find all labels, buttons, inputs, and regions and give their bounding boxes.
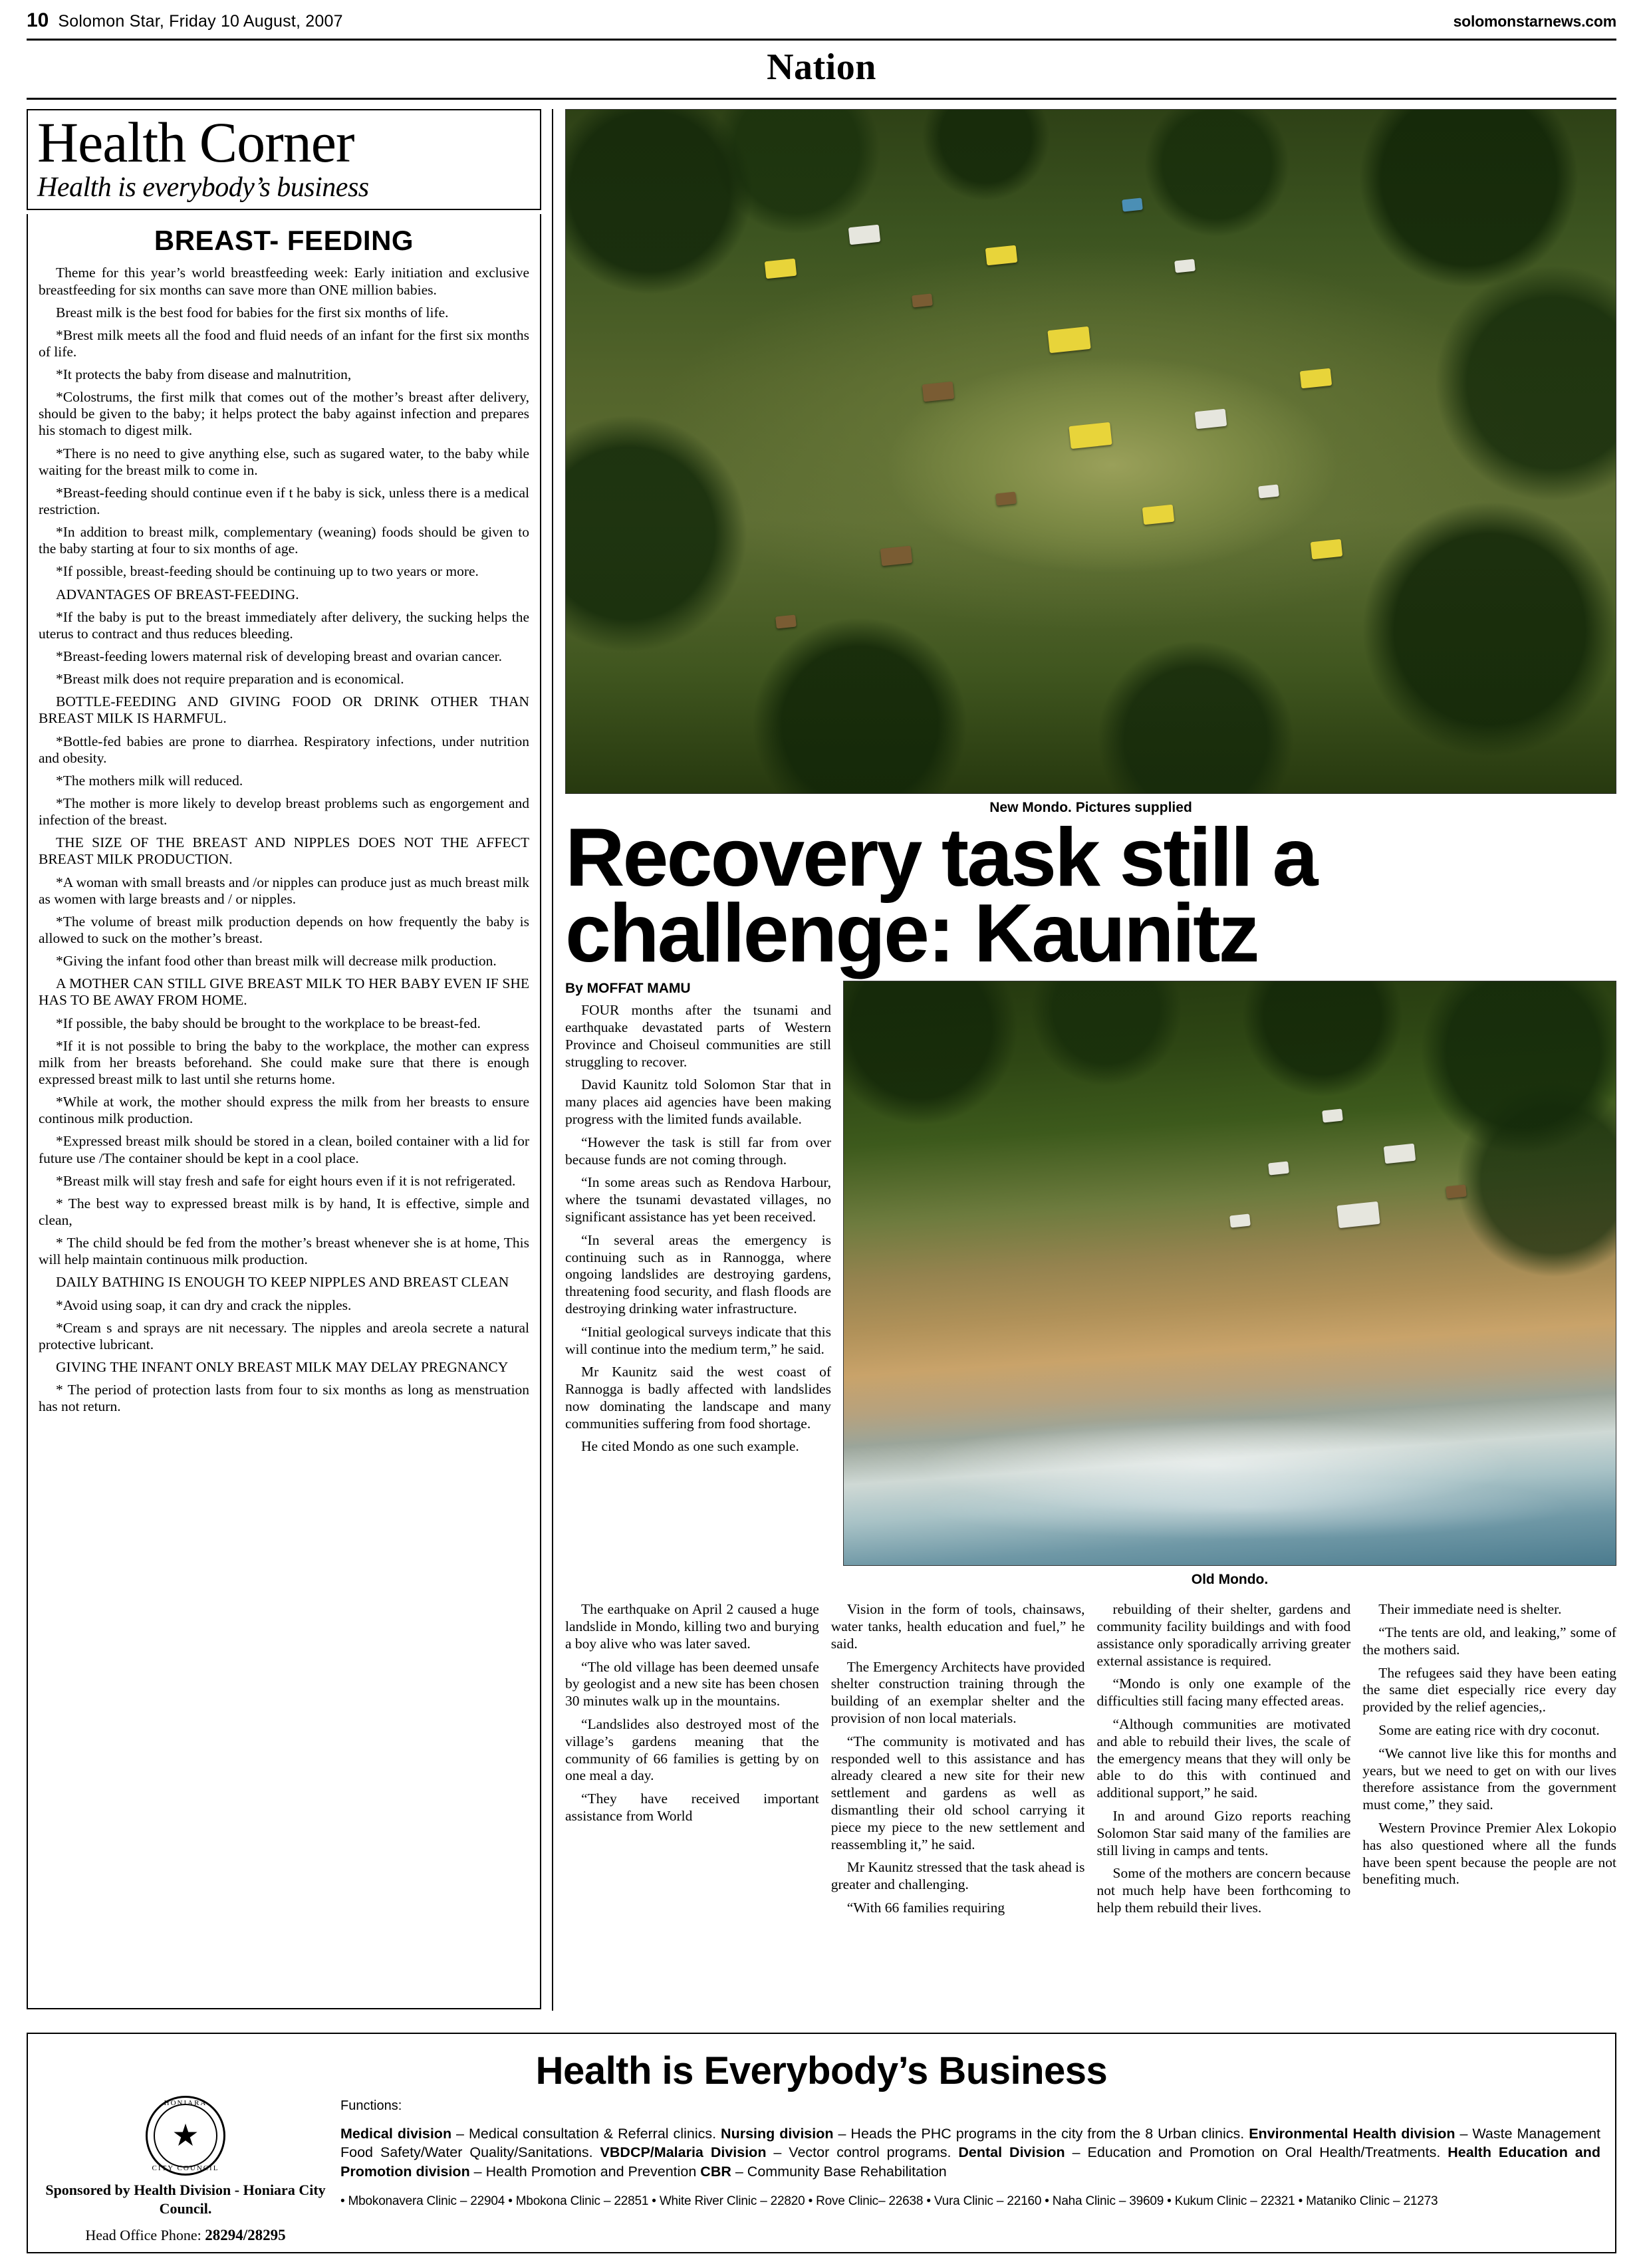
honiara-city-council-seal-icon bbox=[146, 2096, 225, 2176]
advert-division-name: Medical division bbox=[340, 2126, 452, 2142]
health-corner-paragraph: *Breast-feeding should continue even if t he baby is sick, unless there is a medical restriction. bbox=[39, 484, 529, 518]
tent-marker bbox=[775, 614, 797, 628]
health-corner-paragraph: *The mother is more likely to develop breast problems such as engorgement and infection of the breast. bbox=[39, 795, 529, 828]
advert-division-text: – Community Base Rehabilitation bbox=[731, 2163, 947, 2180]
health-corner-paragraph: *In addition to breast milk, complementary (weaning) foods should be given to the baby starting at four to six months of age. bbox=[39, 524, 529, 557]
story-column-1b bbox=[565, 1601, 819, 1923]
seal-inner-ring bbox=[154, 2104, 217, 2168]
advert-division-text: – Medical consultation & Referral clinics. bbox=[451, 2126, 721, 2142]
page-content bbox=[27, 109, 1616, 2011]
publication-line: Solomon Star, Friday 10 August, 2007 bbox=[58, 12, 343, 31]
story-lower-columns bbox=[565, 1601, 1616, 1923]
advert-division-text: – Vector control programs. bbox=[766, 2144, 959, 2161]
story-paragraph: “With 66 families requiring bbox=[846, 1899, 1005, 1916]
seal-bottom-text: CITY COUNCIL bbox=[152, 2164, 219, 2172]
story-paragraph: “The tents are old, and leaking,” some of the mothers said. bbox=[1362, 1624, 1616, 1658]
health-corner-paragraph: *Brest milk meets all the food and fluid needs of an infant for the first six months of life. bbox=[39, 326, 529, 360]
story-paragraph: The earthquake on April 2 caused a huge landslide in Mondo, killing two and burying a boy alive who was later saved. bbox=[565, 1601, 819, 1652]
health-corner-header bbox=[27, 109, 541, 210]
masthead bbox=[20, 0, 1623, 37]
tent-marker bbox=[1268, 1162, 1289, 1176]
advert-division-name: VBDCP/Malaria Division bbox=[600, 2144, 767, 2161]
health-corner-subtitle: Health is everybody’s business bbox=[37, 172, 369, 203]
advert-phone bbox=[43, 2227, 328, 2244]
story-paragraph: “In several areas the emergency is continuing such as in Rannogga, where ongoing landslides are destroying gardens, threatening food security, and flash floods are destroying drinking water infrastructure. bbox=[565, 1231, 831, 1317]
tent-marker bbox=[848, 224, 880, 245]
main-story-column bbox=[552, 109, 1616, 2011]
health-corner-paragraph: *The mothers milk will reduced. bbox=[56, 772, 243, 789]
tent-marker bbox=[996, 491, 1017, 505]
health-corner-paragraph: *The volume of breast milk production depends on how frequently the baby is allowed to suck on the mother’s breast. bbox=[39, 913, 529, 946]
story-column-4 bbox=[1362, 1601, 1616, 1923]
advert-division-text: – Heads the PHC programs in the city from the 8 Urban clinics. bbox=[833, 2126, 1249, 2142]
photo-old-mondo bbox=[843, 981, 1616, 1566]
story-paragraph: “They have received important assistance from World bbox=[565, 1791, 819, 1824]
story-paragraph: “However the task is still far from over because funds are not coming through. bbox=[565, 1134, 831, 1168]
health-corner-paragraph: *Cream s and sprays are nit necessary. The nipples and areola secrete a natural protective lubricant. bbox=[39, 1319, 529, 1352]
health-corner-column bbox=[27, 109, 552, 2011]
section-title: Nation bbox=[767, 47, 876, 88]
health-corner-paragraphs bbox=[39, 265, 529, 1415]
tent-marker bbox=[1195, 409, 1227, 430]
story-column-3 bbox=[1097, 1601, 1351, 1923]
tent-marker bbox=[1300, 368, 1332, 388]
health-corner-paragraph: *While at work, the mother should express the milk from her breasts to ensure continous milk production. bbox=[39, 1094, 529, 1127]
tent-marker bbox=[1311, 539, 1342, 559]
tent-marker bbox=[1383, 1144, 1415, 1164]
health-corner-paragraph: *There is no need to give anything else, such as sugared water, to the baby while waiting for the breast milk to come in. bbox=[39, 445, 529, 478]
health-corner-paragraph: BOTTLE-FEEDING AND GIVING FOOD OR DRINK OTHER THAN BREAST MILK IS HARMFUL. bbox=[39, 693, 529, 727]
coastal-landslide-art bbox=[844, 981, 1616, 1565]
health-corner-paragraph: *If possible, the baby should be brought to the workplace to be breast-fed. bbox=[56, 1015, 481, 1031]
advert-division-name: Health Education and Promotion division bbox=[340, 2144, 1600, 2180]
health-corner-paragraph: *Giving the infant food other than breast milk will decrease milk production. bbox=[56, 953, 497, 969]
tent-marker bbox=[765, 259, 797, 279]
advert-sponsor-text: Sponsored by Health Division - Honiara City Council. bbox=[45, 2182, 326, 2217]
advert-title: Health is Everybody’s Business bbox=[535, 2049, 1108, 2092]
page-number: 10 bbox=[27, 9, 49, 31]
health-corner-paragraph: *It protects the baby from disease and malnutrition, bbox=[56, 366, 352, 383]
tent-marker bbox=[1069, 422, 1112, 449]
story-paragraph: Vision in the form of tools, chainsaws, water tanks, health education and fuel,” he said. bbox=[830, 1601, 1085, 1652]
photo-new-mondo bbox=[565, 109, 1616, 794]
health-corner-paragraph: *If it is not possible to bring the baby to the workplace, the mother can express milk from her breasts beforehand. She could make sure that there is enough expressed breast milk to last until she returns home. bbox=[39, 1037, 529, 1087]
advert-clinic-list: • Mbokonavera Clinic – 22904 • Mbokona Clinic – 22851 • White River Clinic – 22820 • Rove Clinic– 22638 • Vura Clinic – 22160 • Naha Clinic – 39609 • Kukum Clinic – 22321 • Mataniko Clinic – 21273 bbox=[340, 2194, 1438, 2209]
story-column-1-text bbox=[565, 1002, 831, 1455]
health-corner-paragraph: Theme for this year’s world breastfeeding week: Early initiation and exclusive breastfeeding for six months can save more than ONE million babies. bbox=[39, 265, 529, 298]
story-paragraph: He cited Mondo as one such example. bbox=[581, 1438, 799, 1455]
story-paragraph: “The old village has been deemed unsafe by geologist and a new site has been chosen 30 minutes walk up in the mountains. bbox=[565, 1658, 819, 1709]
tent-marker bbox=[1229, 1214, 1251, 1228]
health-corner-paragraph: *Bottle-fed babies are prone to diarrhea. Respiratory infections, under nutrition and obesity. bbox=[39, 733, 529, 766]
story-paragraph: “Although communities are motivated and able to rebuild their lives, the scale of the emergency means that they will only be able to do this with continued and additional support,” he said. bbox=[1096, 1715, 1351, 1801]
story-paragraph: “Mondo is only one example of the difficulties still facing many effected areas. bbox=[1096, 1676, 1351, 1709]
tent-marker bbox=[985, 245, 1017, 265]
caption-new-mondo: New Mondo. Pictures supplied bbox=[989, 800, 1192, 815]
tent-marker bbox=[1336, 1201, 1380, 1228]
health-advert bbox=[27, 2033, 1616, 2253]
advert-division-name: Nursing division bbox=[721, 2126, 834, 2142]
story-paragraph: In and around Gizo reports reaching Solomon Star said many of the families are still living in camps and tents. bbox=[1096, 1807, 1351, 1858]
story-paragraph: Mr Kaunitz said the west coast of Rannogga is badly affected with landslides now dominating the landscape and many communities suffering from food shortage. bbox=[565, 1364, 831, 1432]
byline: By MOFFAT MAMU bbox=[565, 981, 691, 997]
tent-marker bbox=[1174, 259, 1196, 273]
advert-sponsor-block bbox=[43, 2096, 328, 2244]
story-paragraph: Some are eating rice with dry coconut. bbox=[1378, 1721, 1600, 1738]
tent-marker bbox=[912, 293, 933, 307]
section-band bbox=[27, 41, 1616, 100]
advert-functions-label: Functions: bbox=[340, 2098, 402, 2113]
tent-marker bbox=[1322, 1109, 1343, 1123]
advert-division-name: CBR bbox=[700, 2163, 731, 2180]
tent-marker bbox=[1122, 197, 1143, 211]
story-column-2 bbox=[831, 1601, 1085, 1923]
story-paragraph: David Kaunitz told Solomon Star that in many places aid agencies have been making progress with the limited funds available. bbox=[565, 1076, 831, 1127]
advert-division-text: – Education and Promotion on Oral Health/Treatments. bbox=[1065, 2144, 1448, 2161]
tent-marker bbox=[1258, 485, 1279, 499]
story-paragraph: “We cannot live like this for months and years, but we need to get on with our lives therefore assistance from the government must come,” they said. bbox=[1362, 1745, 1616, 1813]
website-url: solomonstarnews.com bbox=[1453, 13, 1616, 30]
health-corner-paragraph: GIVING THE INFANT ONLY BREAST MILK MAY DELAY PREGNANCY bbox=[56, 1358, 509, 1375]
health-corner-paragraph: *Breast milk does not require preparation and is economical. bbox=[56, 671, 404, 688]
story-paragraph: Western Province Premier Alex Lokopio has also questioned where all the funds have been spent because the people are not benefiting much. bbox=[1362, 1819, 1616, 1888]
health-corner-title: Health Corner bbox=[37, 110, 354, 174]
health-corner-paragraph: *Breast-feeding lowers maternal risk of developing breast and ovarian cancer. bbox=[56, 648, 503, 665]
story-paragraph: FOUR months after the tsunami and earthquake devastated parts of Western Province and Choiseul communities are still struggling to recover. bbox=[565, 1002, 831, 1070]
health-corner-body bbox=[27, 214, 541, 2009]
seal-top-text: HONIARA bbox=[164, 2099, 207, 2107]
star-icon: ★ bbox=[172, 2118, 199, 2152]
story-paragraph: The Emergency Architects have provided shelter construction training through the building of an exemplar shelter and the provision of non local materials. bbox=[830, 1658, 1085, 1726]
health-corner-paragraph: A MOTHER CAN STILL GIVE BREAST MILK TO HER BABY EVEN IF SHE HAS TO BE AWAY FROM HOME. bbox=[39, 975, 529, 1009]
story-paragraph: Mr Kaunitz stressed that the task ahead is greater and challenging. bbox=[830, 1859, 1085, 1893]
health-corner-paragraph: Breast milk is the best food for babies for the first six months of life. bbox=[56, 304, 449, 320]
aerial-village-art bbox=[566, 110, 1616, 793]
tent-marker bbox=[880, 546, 912, 567]
story-paragraph: “The community is motivated and has responded well to this assistance and has already cleared a new site for their new settlement and gardens as well as dismantling their old school carrying it piece my piece to the new settlement and reassembling it,” he said. bbox=[830, 1733, 1085, 1852]
tent-marker bbox=[922, 382, 954, 402]
health-corner-paragraph: THE SIZE OF THE BREAST AND NIPPLES DOES NOT THE AFFECT BREAST MILK PRODUCTION. bbox=[39, 834, 529, 868]
photo-old-mondo-wrap bbox=[843, 981, 1616, 1592]
advert-phone-label: Head Office Phone: bbox=[85, 2227, 201, 2243]
story-paragraph: The refugees said they have been eating the same diet especially rice every day provided by the relief agencies,. bbox=[1362, 1664, 1616, 1715]
health-corner-heading: BREAST- FEEDING bbox=[154, 225, 414, 257]
health-corner-paragraph: *A woman with small breasts and /or nipples can produce just as much breast milk as women with large breasts and / or nipples. bbox=[39, 874, 529, 907]
story-paragraph: “Initial geological surveys indicate that this will continue into the medium term,” he said. bbox=[565, 1323, 831, 1357]
story-paragraph: Some of the mothers are concern because not much help have been forthcoming to help them rebuild their lives. bbox=[1096, 1865, 1351, 1916]
advert-division-text: – Waste Management Food Safety/Water Quality/Sanitations. bbox=[340, 2126, 1600, 2161]
health-corner-paragraph: * The period of protection lasts from four to six months as long as menstruation has not return. bbox=[39, 1382, 529, 1415]
tent-marker bbox=[1142, 505, 1174, 525]
story-paragraph: rebuilding of their shelter, gardens and community facility buildings and with food assistance only sporadically arriving greater external assistance is required. bbox=[1096, 1601, 1351, 1669]
tent-marker bbox=[1446, 1185, 1467, 1199]
story-paragraph: “In some areas such as Rendova Harbour, where the tsunami devastated villages, no significant assistance has yet been received. bbox=[565, 1174, 831, 1225]
health-corner-paragraph: *If possible, breast-feeding should be continuing up to two years or more. bbox=[56, 563, 479, 580]
story-paragraph: “Landslides also destroyed most of the village’s gardens meaning that the community of 66 families is getting by on one meal a day. bbox=[565, 1715, 819, 1784]
health-corner-paragraph: * The best way to expressed breast milk is by hand, It is effective, simple and clean, bbox=[39, 1195, 529, 1228]
advert-details bbox=[340, 2096, 1600, 2244]
health-corner-paragraph: *Colostrums, the first milk that comes out of the mother’s breast after delivery, should be given to the baby; it helps protect the baby against infection and prepares his stomach to digest milk. bbox=[39, 389, 529, 439]
story-upper-block bbox=[565, 981, 1616, 1592]
advert-division-name: Dental Division bbox=[958, 2144, 1065, 2161]
article-headline: Recovery task still a challenge: Kaunitz bbox=[565, 812, 1317, 980]
story-paragraph: Their immediate need is shelter. bbox=[1378, 1601, 1562, 1618]
health-corner-paragraph: *Expressed breast milk should be stored in a clean, boiled container with a lid for future use /The container should be kept in a cool place. bbox=[39, 1133, 529, 1166]
caption-old-mondo: Old Mondo. bbox=[1191, 1572, 1269, 1588]
health-corner-paragraph: ADVANTAGES OF BREAST-FEEDING. bbox=[56, 586, 299, 602]
advert-phone-number: 28294/28295 bbox=[205, 2227, 286, 2243]
tent-marker bbox=[1048, 326, 1091, 353]
health-corner-paragraph: *Breast milk will stay fresh and safe for eight hours even if it is not refrigerated. bbox=[56, 1172, 516, 1189]
health-corner-paragraph: * The child should be fed from the mother’s breast whenever she is at home, This will help maintain continuous milk production. bbox=[39, 1235, 529, 1268]
advert-division-text: – Health Promotion and Prevention bbox=[469, 2163, 701, 2180]
advert-divisions bbox=[340, 2124, 1600, 2181]
advert-division-name: Environmental Health division bbox=[1249, 2126, 1455, 2142]
health-corner-paragraph: *Avoid using soap, it can dry and crack the nipples. bbox=[56, 1297, 352, 1313]
story-column-1 bbox=[565, 981, 831, 1592]
health-corner-paragraph: *If the baby is put to the breast immediately after delivery, the sucking helps the uterus to contract and thus reduces bleeding. bbox=[39, 608, 529, 642]
health-corner-paragraph: DAILY BATHING IS ENOUGH TO KEEP NIPPLES AND BREAST CLEAN bbox=[56, 1274, 509, 1291]
